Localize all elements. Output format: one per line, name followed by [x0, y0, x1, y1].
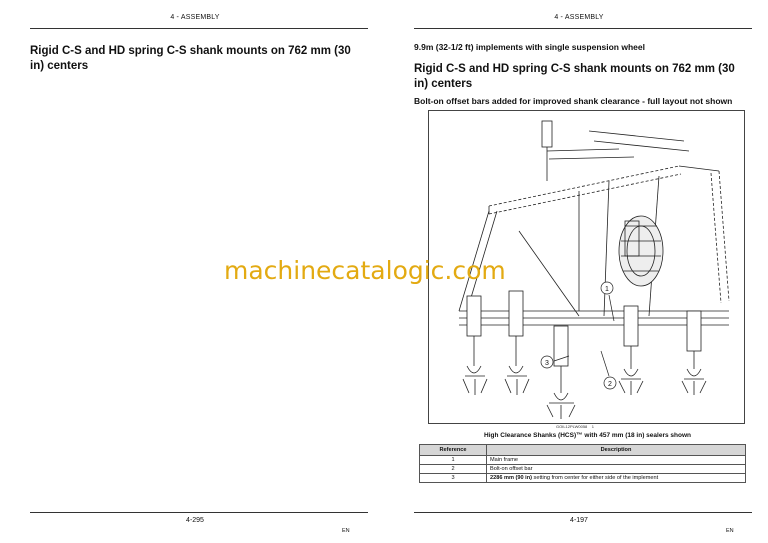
figure-number: 1: [591, 424, 594, 429]
figure-code-text: GOIL12PLW0058: [556, 424, 588, 429]
right-footer-rule: [414, 512, 752, 513]
left-footer-rule: [30, 512, 368, 513]
right-lang: EN: [726, 528, 734, 534]
table-row: [420, 474, 746, 483]
callout-1-label: 1: [605, 286, 609, 293]
shank-units: [463, 221, 706, 419]
reference-table: [419, 444, 746, 483]
right-note: Bolt-on offset bars added for improved shank clearance - full layout not shown: [414, 96, 733, 106]
table-header-row: [420, 445, 746, 456]
table-cell-text: setting from center for either side of the implement: [531, 475, 659, 481]
left-header-rule: [30, 28, 368, 29]
table-cell-desc: Bolt-on offset bar: [487, 465, 746, 474]
left-title: Rigid C-S and HD spring C-S shank mounts on 762 mm (30 in) centers: [30, 45, 351, 72]
watermark: machinecatalogic.com: [224, 256, 506, 285]
right-subtitle: 9.9m (32-1/2 ft) implements with single suspension wheel: [414, 42, 645, 52]
table-cell-ref: 1: [420, 456, 487, 465]
column-header-description: Description: [487, 445, 746, 456]
figure-caption: High Clearance Shanks (HCS)™ with 457 mm (18 in) sealers shown: [484, 432, 691, 439]
figure-code: [556, 424, 594, 429]
table-row: [420, 465, 746, 474]
table-cell-ref: 2: [420, 465, 487, 474]
table-cell-desc: [487, 474, 746, 483]
right-page-number: 4-197: [570, 517, 588, 524]
callout-3-label: 3: [545, 360, 549, 367]
left-header: 4 - ASSEMBLY: [170, 14, 220, 21]
column-header-reference: Reference: [420, 445, 487, 456]
table-row: [420, 456, 746, 465]
table-cell-bold: 2286 mm (90 in): [490, 475, 532, 481]
right-header: 4 - ASSEMBLY: [554, 14, 604, 21]
table-cell-desc: Main frame: [487, 456, 746, 465]
right-header-rule: [414, 28, 752, 29]
left-lang: EN: [342, 528, 350, 534]
right-title: Rigid C-S and HD spring C-S shank mounts on 762 mm (30 in) centers: [414, 63, 735, 90]
left-page-number: 4-295: [186, 517, 204, 524]
callout-2-label: 2: [608, 381, 612, 388]
table-cell-ref: 3: [420, 474, 487, 483]
